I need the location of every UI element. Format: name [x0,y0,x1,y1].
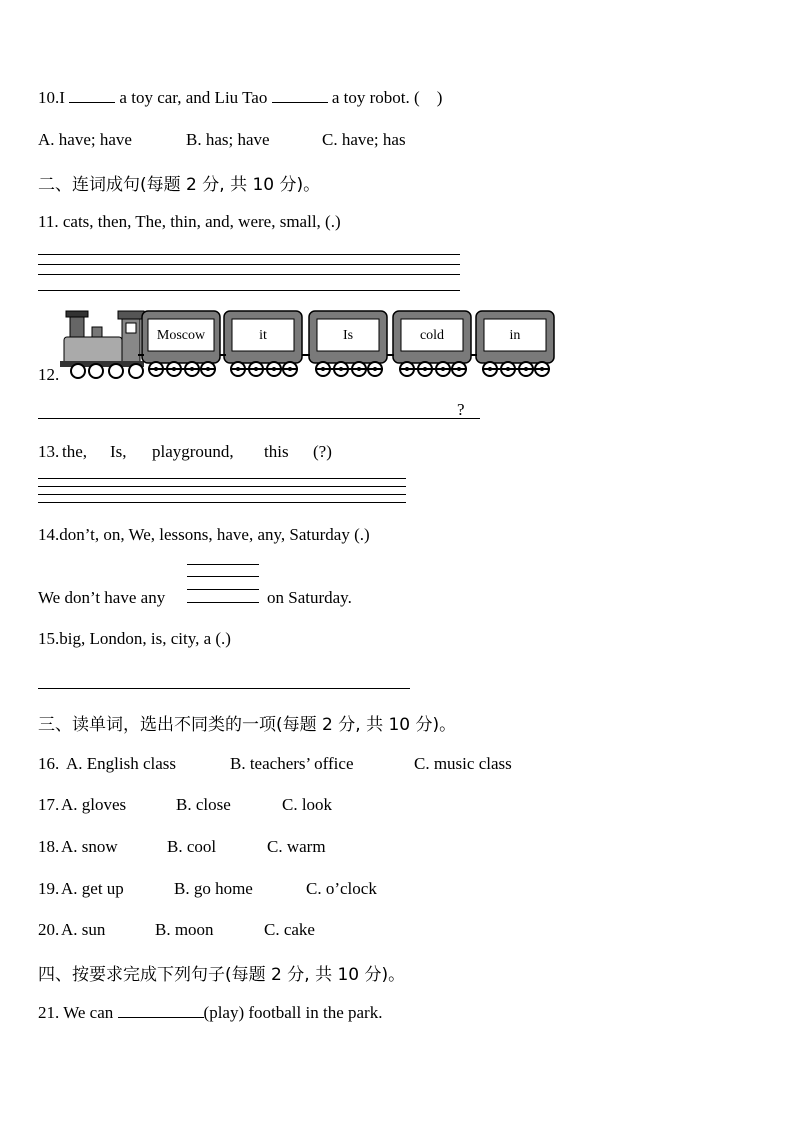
writing-line [187,576,259,577]
option-a[interactable]: A. snow [61,837,118,856]
question-text: We can [63,1003,114,1022]
word: playground, [152,442,234,461]
option-c[interactable]: C. have; has [322,130,406,149]
question-number: 18. [38,837,60,856]
answer-line[interactable] [187,602,259,603]
question-number: 21. [38,1003,60,1022]
sentence-prefix: We don’t have any [38,588,166,607]
question-11: 11. cats, then, The, thin, and, were, small, (.) [38,212,341,231]
option-a[interactable]: A. get up [61,879,124,898]
option-b[interactable]: B. moon [155,920,214,939]
writing-line [38,478,406,479]
writing-line [187,589,259,590]
question-number: 12. [38,365,60,384]
sentence-suffix: on Saturday. [267,588,352,607]
question-text: a toy robot. ( [331,88,420,107]
writing-line [38,264,460,265]
car-word: in [509,328,521,343]
option-b[interactable]: B. go home [174,879,253,898]
question-14: 14.don’t, on, We, lessons, have, any, Saturday (.) [38,525,370,544]
locomotive-icon [60,311,144,378]
car-word: cold [419,328,445,343]
answer-blank[interactable] [69,88,115,103]
word: Is, [110,442,127,461]
section-title: 四、按要求完成下列句子(每题 2 分, 共 10 分)。 [38,965,406,985]
question-text: (play) football in the park. [203,1003,383,1022]
question-text: a toy car, and Liu Tao [119,88,268,107]
option-a[interactable]: A. sun [61,920,106,939]
section-title: 三、读单词，选出不同类的一项(每题 2 分, 共 10 分)。 [38,715,457,735]
option-c[interactable]: C. warm [267,837,326,856]
question-text: I [59,88,65,107]
writing-line [38,486,406,487]
option-b[interactable]: B. teachers’ office [230,754,354,773]
writing-line [38,290,460,291]
option-a[interactable]: A. have; have [38,130,132,149]
end-punctuation: ? [457,400,465,419]
question-number: 13. [38,442,60,461]
option-c[interactable]: C. look [282,795,333,814]
option-c[interactable]: C. o’clock [306,879,377,898]
car-word: Moscow [156,328,206,343]
question-text: ) [436,88,443,107]
writing-line [187,564,259,565]
answer-blank[interactable] [118,1003,204,1018]
option-a[interactable]: A. English class [66,754,177,773]
car-word: it [259,328,267,343]
question-number: 20. [38,920,60,939]
question-21 [38,1003,382,1023]
writing-line [38,254,460,255]
car-word: Is [342,328,354,343]
question-10 [38,88,442,108]
section-title: 二、连词成句(每题 2 分, 共 10 分)。 [38,175,321,195]
option-a[interactable]: A. gloves [61,795,127,814]
train-illustration [58,305,563,385]
option-b[interactable]: B. cool [167,837,217,856]
question-number: 10. [38,88,60,107]
question-number: 17. [38,795,60,814]
word: the, [62,442,88,461]
answer-line[interactable] [38,418,480,419]
question-15: 15.big, London, is, city, a (.) [38,629,231,648]
writing-line [38,494,406,495]
option-b[interactable]: B. has; have [186,130,270,149]
question-number: 16. [38,754,60,773]
word: (?) [313,442,332,461]
option-b[interactable]: B. close [176,795,231,814]
option-c[interactable]: C. cake [264,920,315,939]
option-c[interactable]: C. music class [414,754,512,773]
writing-line [38,274,460,275]
train-wheels [148,362,550,376]
answer-line[interactable] [38,688,410,689]
answer-blank[interactable] [272,88,328,103]
writing-line [38,502,406,503]
word: this [264,442,289,461]
question-number: 19. [38,879,60,898]
